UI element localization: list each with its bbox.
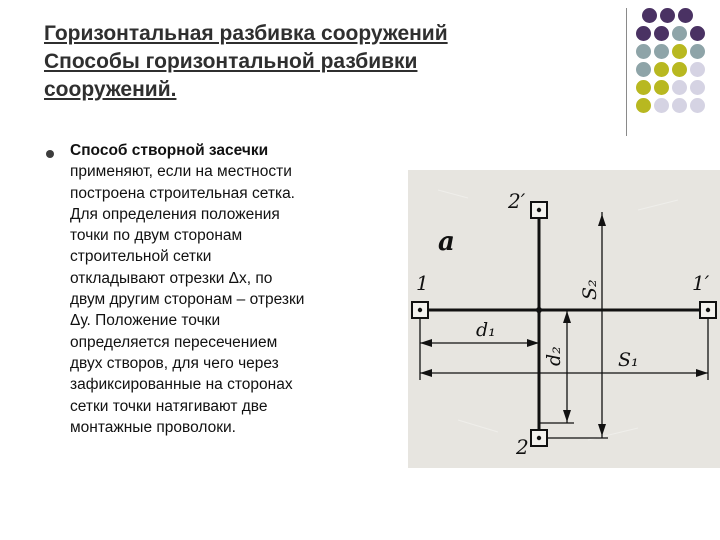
- body-line: двум другим сторонам – отрезки: [70, 291, 305, 309]
- decorative-dot: [654, 26, 669, 41]
- body-line: применяют, если на местности: [70, 163, 292, 181]
- decorative-dot: [642, 8, 657, 23]
- decorative-dot: [690, 26, 705, 41]
- decorative-dot: [654, 62, 669, 77]
- decorative-dot: [654, 44, 669, 59]
- decorative-dot: [672, 26, 687, 41]
- point-marker-top: [531, 202, 547, 218]
- decorative-dot: [690, 44, 705, 59]
- decorative-dot: [690, 98, 705, 113]
- label-point-bottom: 2: [516, 435, 529, 459]
- label-area: a: [438, 227, 455, 257]
- decorative-dot: [636, 26, 651, 41]
- decorative-dot: [672, 98, 687, 113]
- alignment-diagram: [408, 170, 720, 468]
- body-paragraph: [70, 140, 370, 438]
- intersection-point: [536, 307, 542, 313]
- decorative-dot: [672, 44, 687, 59]
- point-marker-left: [412, 302, 428, 318]
- decorative-dot: [636, 44, 651, 59]
- point-marker-right: [700, 302, 716, 318]
- label-s2: S₂: [579, 279, 601, 300]
- body-line: Для определения положения: [70, 205, 280, 223]
- body-line: двух створов, для чего через: [70, 354, 279, 372]
- decorative-dot: [690, 62, 705, 77]
- label-d2: d₂: [543, 346, 565, 366]
- alignment-diagram-svg: [408, 170, 720, 468]
- decorative-dot: [690, 80, 705, 95]
- body-line: зафиксированные на сторонах: [70, 376, 293, 394]
- label-s1: S₁: [618, 349, 639, 371]
- title-line: Способы горизонтальной разбивки: [44, 50, 418, 73]
- decorative-divider: [626, 8, 627, 136]
- point-marker-bottom: [531, 430, 547, 446]
- decorative-dot: [636, 80, 651, 95]
- label-point-top: 2′: [508, 189, 526, 213]
- body-line: определяется пересечением: [70, 333, 278, 351]
- body-line: построена строительная сетка.: [70, 184, 295, 202]
- body-line: сетки точки натягивают две: [70, 397, 268, 415]
- label-point-left: 1: [416, 271, 429, 295]
- body-lead: Способ створной засечки: [70, 142, 269, 159]
- bullet-icon: [46, 150, 54, 158]
- body-line: монтажные проволоки.: [70, 418, 236, 436]
- body-line: строительной сетки: [70, 248, 212, 266]
- decorative-dot: [636, 98, 651, 113]
- label-point-right: 1′: [692, 271, 710, 295]
- body-line: откладывают отрезки Δх, по: [70, 269, 273, 287]
- decorative-dot: [636, 62, 651, 77]
- body-line: Δу. Положение точки: [70, 312, 221, 330]
- decorative-dot: [660, 8, 675, 23]
- label-d1: d₁: [476, 319, 496, 341]
- decorative-dot: [678, 8, 693, 23]
- title-line: Горизонтальная разбивка сооружений: [44, 22, 448, 45]
- decorative-dot: [654, 98, 669, 113]
- decorative-dot: [672, 80, 687, 95]
- slide-title: [44, 20, 564, 104]
- decorative-dot: [672, 62, 687, 77]
- decorative-dot: [654, 80, 669, 95]
- body-line: точки по двум сторонам: [70, 227, 243, 245]
- title-line: сооружений.: [44, 78, 177, 101]
